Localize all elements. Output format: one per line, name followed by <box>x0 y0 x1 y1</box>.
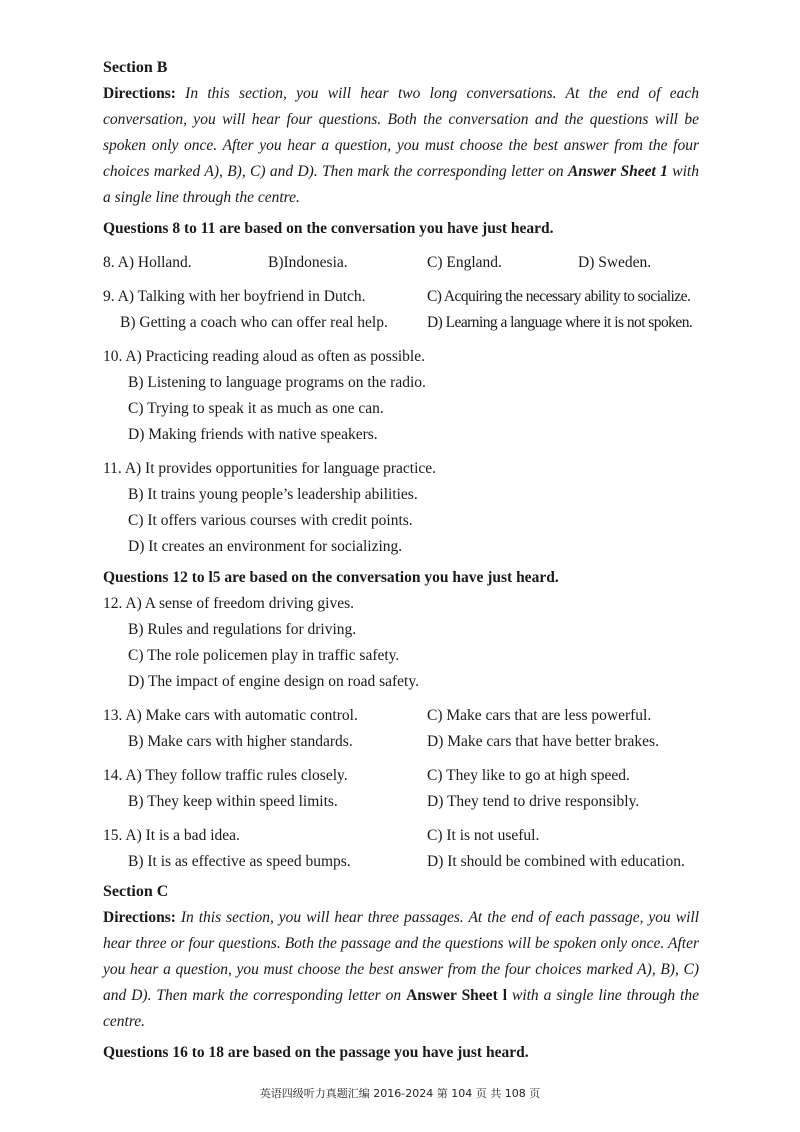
q10-option-d: D) Making friends with native speakers. <box>128 426 378 443</box>
question-10-option-d <box>103 422 699 448</box>
question-11-option-c <box>103 508 699 534</box>
q9-option-b: B) Getting a coach who can offer real help. <box>120 314 388 331</box>
q10-option-a: 10. A) Practicing reading aloud as often as possible. <box>103 348 425 365</box>
q9-option-d: D) Learning a language where it is not spoken. <box>427 314 693 331</box>
question-14-row-2 <box>103 789 699 815</box>
question-10-option-a <box>103 344 699 370</box>
q13-option-a: 13. A) Make cars with automatic control. <box>103 707 358 724</box>
question-group-heading-12-15: Questions 12 to l5 are based on the conversation you have just heard. <box>103 569 559 586</box>
q8-option-a: 8. A) Holland. <box>103 254 192 271</box>
section-c-directions <box>103 905 699 1035</box>
q11-option-a: 11. A) It provides opportunities for language practice. <box>103 460 437 477</box>
q9-option-c: C) Acquiring the necessary ability to socialize. <box>427 288 691 305</box>
directions-text: In this section, you will hear two long conversations. At the end of each conversation, you will hear four questions. Both the conversation and the questions will be spoken only once. After you hear a question, you must choose the best answer from the four choices marked A), B), C) and D). Then mark the corresponding letter on <box>103 85 699 180</box>
q13-option-d: D) Make cars that have better brakes. <box>427 733 659 750</box>
q14-option-d: D) They tend to drive responsibly. <box>427 793 640 810</box>
directions-label: Directions: <box>103 85 176 102</box>
q15-option-c: C) It is not useful. <box>427 827 540 844</box>
q15-option-d: D) It should be combined with education. <box>427 853 685 870</box>
q15-option-a: 15. A) It is a bad idea. <box>103 827 240 844</box>
section-b-directions <box>103 81 699 211</box>
question-12-option-d <box>103 669 699 695</box>
q11-option-b: B) It trains young people’s leadership abilities. <box>128 486 418 503</box>
answer-sheet-ref: Answer Sheet 1 <box>567 163 668 180</box>
question-10-option-b <box>103 370 699 396</box>
section-b-title: Section B <box>103 59 168 76</box>
q12-option-b: B) Rules and regulations for driving. <box>128 621 357 638</box>
q12-option-c: C) The role policemen play in traffic safety. <box>128 647 400 664</box>
question-14-row-1 <box>103 763 699 789</box>
question-13-row-2 <box>103 729 699 755</box>
question-11-option-b <box>103 482 699 508</box>
q13-option-b: B) Make cars with higher standards. <box>128 733 353 750</box>
question-12-option-b <box>103 617 699 643</box>
q14-option-a: 14. A) They follow traffic rules closely. <box>103 767 348 784</box>
section-c-title: Section C <box>103 883 169 900</box>
q12-option-d: D) The impact of engine design on road safety. <box>128 673 419 690</box>
q9-option-a: 9. A) Talking with her boyfriend in Dutch. <box>103 288 366 305</box>
q8-option-b: B)Indonesia. <box>268 254 348 271</box>
question-15-row-1 <box>103 823 699 849</box>
q12-option-a: 12. A) A sense of freedom driving gives. <box>103 595 354 612</box>
question-13-row-1 <box>103 703 699 729</box>
q11-option-d: D) It creates an environment for socializing. <box>128 538 403 555</box>
q11-option-c: C) It offers various courses with credit points. <box>128 512 413 529</box>
q14-option-b: B) They keep within speed limits. <box>128 793 338 810</box>
question-11-option-d <box>103 534 699 560</box>
question-15-row-2 <box>103 849 699 875</box>
directions-text: In this section, you will hear three passages. At the end of each passage, you will hear three or four questions. Both the passage and the questions will be spoken only once. After you hear a question, you must choose the best answer from the four choices marked A), B), C) and D). Then mark the corresponding letter on <box>103 909 699 1004</box>
directions-label: Directions: <box>103 909 176 926</box>
question-9-row-2 <box>103 310 699 336</box>
question-8 <box>103 250 699 276</box>
q10-option-b: B) Listening to language programs on the radio. <box>128 374 426 391</box>
answer-sheet-ref: Answer Sheet l <box>406 987 508 1004</box>
question-9-row-1 <box>103 284 699 310</box>
q8-option-d: D) Sweden. <box>578 254 652 271</box>
page-footer: 英语四级听力真题汇编 2016-2024 第 104 页 共 108 页 <box>259 1087 541 1100</box>
exam-page <box>103 55 699 1066</box>
directions-text-end: with a single line through the centre. <box>103 987 699 1030</box>
q8-option-c: C) England. <box>427 254 502 271</box>
question-group-heading-8-11: Questions 8 to 11 are based on the conversation you have just heard. <box>103 220 554 237</box>
question-11-option-a <box>103 456 699 482</box>
question-group-heading-16-18: Questions 16 to 18 are based on the passage you have just heard. <box>103 1044 529 1061</box>
q13-option-c: C) Make cars that are less powerful. <box>427 707 652 724</box>
question-12-option-c <box>103 643 699 669</box>
question-10-option-c <box>103 396 699 422</box>
question-12-option-a <box>103 591 699 617</box>
directions-text-end: with a single line through the centre. <box>103 163 699 206</box>
q15-option-b: B) It is as effective as speed bumps. <box>128 853 351 870</box>
q14-option-c: C) They like to go at high speed. <box>427 767 630 784</box>
q10-option-c: C) Trying to speak it as much as one can. <box>128 400 384 417</box>
